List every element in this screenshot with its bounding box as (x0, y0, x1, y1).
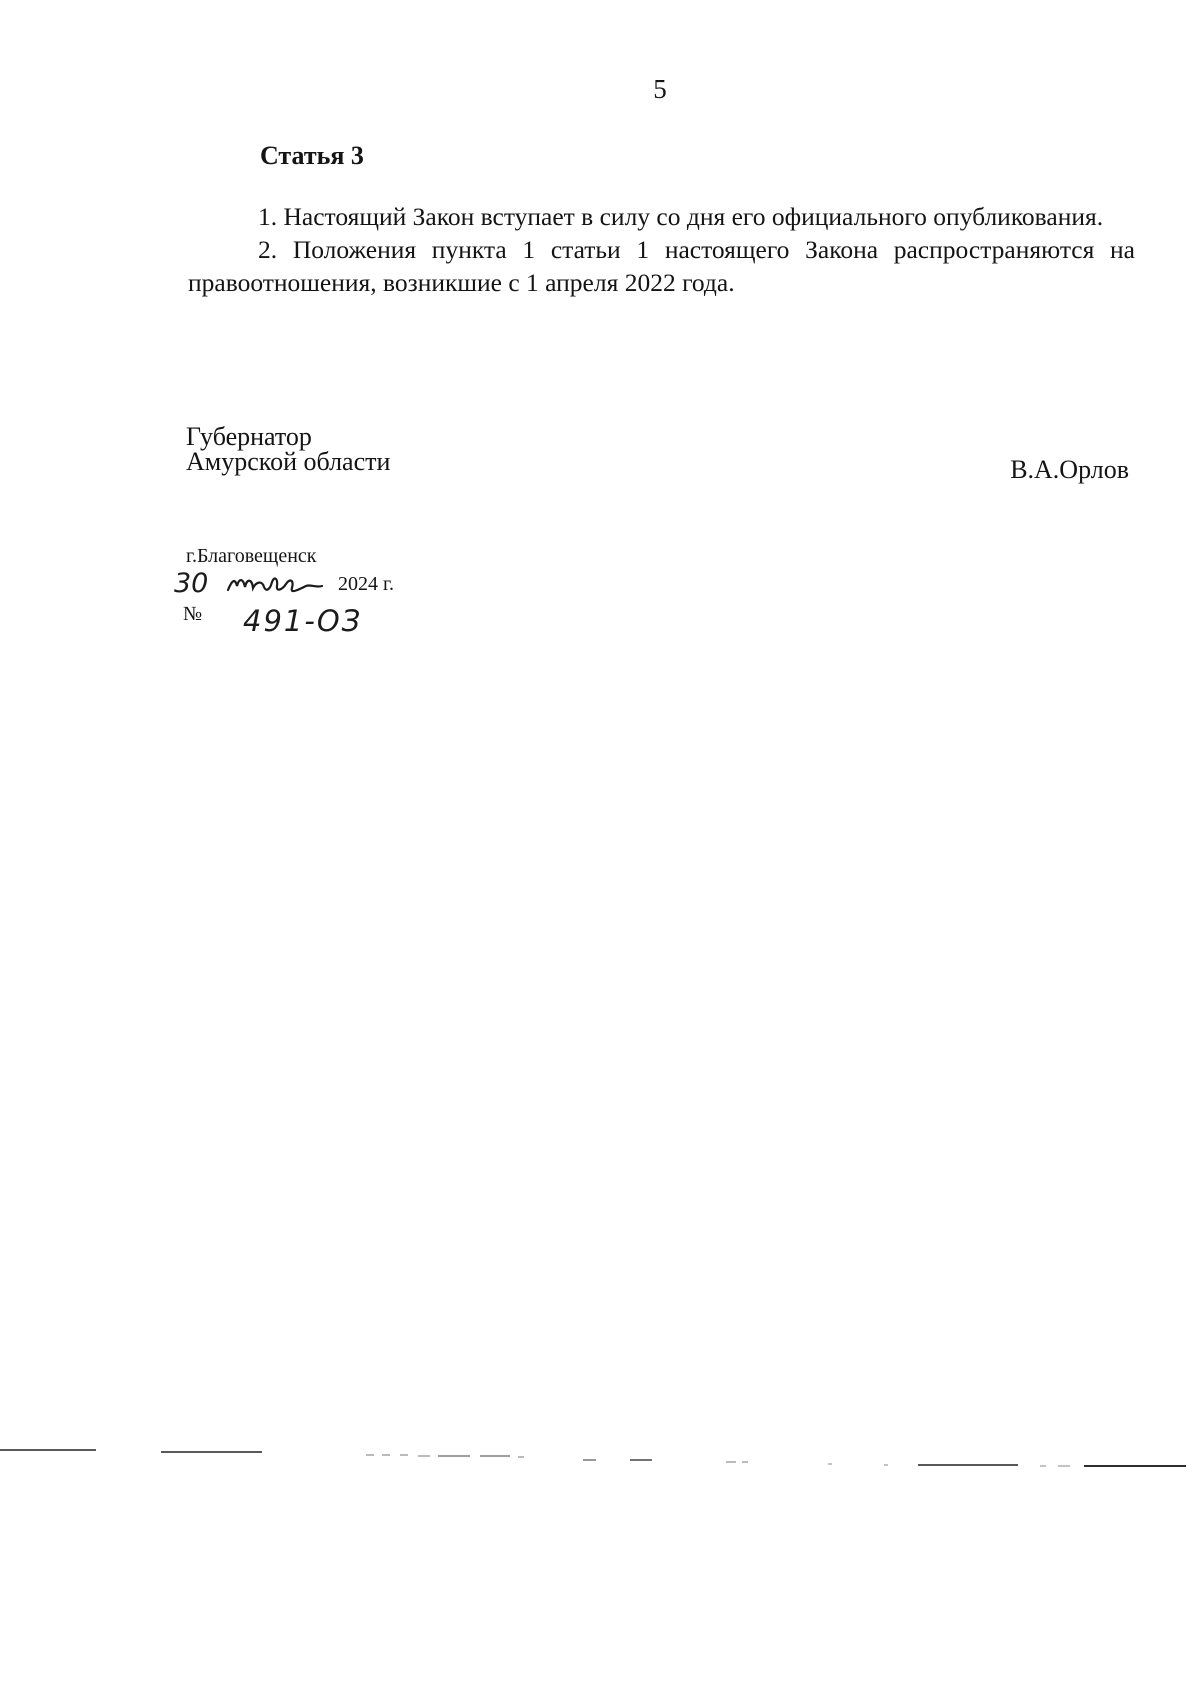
article-heading: Статья 3 (260, 141, 364, 170)
scan-artifact-lines (0, 1440, 1200, 1470)
place-of-signing: г.Благовещенск (186, 545, 317, 567)
signatory-title-line1: Губернатор (186, 422, 312, 451)
number-sign: № (183, 603, 203, 625)
paragraph-2: 2. Положения пункта 1 статьи 1 настоящего Закона распространяются на правоотношения, возникшие с 1 апреля 2022 года. (188, 235, 1135, 297)
date-line (170, 568, 470, 602)
number-line (183, 602, 443, 638)
signatory-title-line2: Амурской области (186, 447, 391, 476)
printed-year: 2024 г. (338, 573, 394, 595)
page-number: 5 (653, 74, 667, 104)
article-body (188, 200, 1135, 299)
handwritten-number: 491-ОЗ (243, 604, 363, 638)
handwritten-month (226, 570, 326, 596)
signatory-title (186, 424, 390, 474)
handwritten-day: 30 (174, 568, 209, 599)
paragraph-1: 1. Настоящий Закон вступает в силу со дня его официального опубликования. (258, 202, 1104, 231)
signatory-name: В.А.Орлов (1010, 455, 1129, 484)
